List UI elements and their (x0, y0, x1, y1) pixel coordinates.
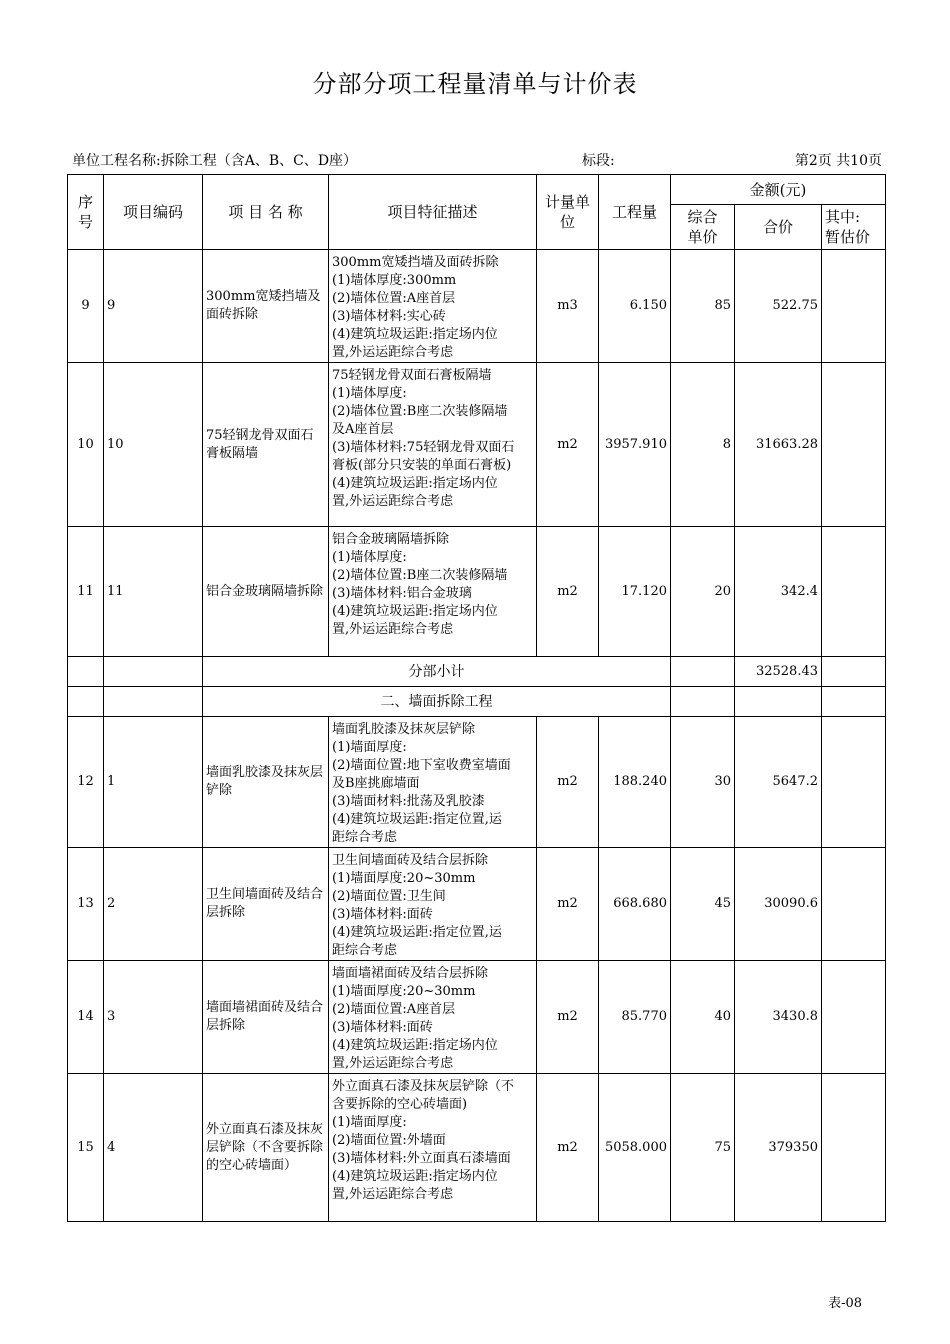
page-title: 分部分项工程量清单与计价表 (312, 70, 638, 98)
row-price: 85 (671, 250, 735, 363)
row-qty: 5058.000 (599, 1074, 671, 1222)
section-heading: 二、墙面拆除工程 (203, 687, 671, 717)
row-unit: m3 (537, 250, 599, 363)
row-provisional (822, 527, 886, 657)
row-seq: 10 (68, 363, 104, 527)
row-code: 9 (104, 250, 203, 363)
row-desc: 墙面乳胶漆及抹灰层铲除 (1)墙面厚度: (2)墙面位置:地下室收费室墙面 及B座挑廊墙面 (3)墙面材料:批荡及乳胶漆 (4)建筑垃圾运距:指定位置,运 距综合考虑 (329, 717, 537, 848)
subtotal-total: 32528.43 (735, 657, 822, 687)
col-unit-price: 综合 单价 (671, 205, 735, 250)
table-row (68, 1074, 886, 1222)
page-info: 第2页 共10页 (794, 153, 882, 169)
col-seq: 序 号 (68, 175, 104, 250)
col-name: 项 目 名 称 (203, 175, 329, 250)
row-name: 铝合金玻璃隔墙拆除 (203, 527, 329, 657)
row-total: 30090.6 (735, 848, 822, 961)
row-unit: m2 (537, 961, 599, 1074)
row-code: 11 (104, 527, 203, 657)
row-name: 墙面墙裙面砖及结合层拆除 (203, 961, 329, 1074)
row-total: 3430.8 (735, 961, 822, 1074)
row-qty: 17.120 (599, 527, 671, 657)
col-provisional: 其中: 暂估价 (822, 205, 886, 250)
row-code: 3 (104, 961, 203, 1074)
row-provisional (822, 250, 886, 363)
row-qty: 188.240 (599, 717, 671, 848)
row-code: 10 (104, 363, 203, 527)
row-desc: 外立面真石漆及抹灰层铲除（不 含要拆除的空心砖墙面) (1)墙面厚度: (2)墙面位置:外墙面 (3)墙体材料:外立面真石漆墙面 (4)建筑垃圾运距:指定场内位 置,外运运距综合考虑 (329, 1074, 537, 1222)
row-name: 卫生间墙面砖及结合层拆除 (203, 848, 329, 961)
row-total: 342.4 (735, 527, 822, 657)
row-seq: 11 (68, 527, 104, 657)
col-qty: 工程量 (599, 175, 671, 250)
subtotal-row (68, 657, 886, 687)
row-price: 40 (671, 961, 735, 1074)
row-price: 8 (671, 363, 735, 527)
row-code: 1 (104, 717, 203, 848)
col-total: 合价 (735, 205, 822, 250)
row-price: 45 (671, 848, 735, 961)
row-seq: 13 (68, 848, 104, 961)
row-name: 75轻钢龙骨双面石膏板隔墙 (203, 363, 329, 527)
subtotal-label: 分部小计 (203, 657, 671, 687)
row-total: 379350 (735, 1074, 822, 1222)
table-row (68, 717, 886, 848)
row-desc: 铝合金玻璃隔墙拆除 (1)墙体厚度: (2)墙体位置:B座二次装修隔墙 (3)墙体材料:铝合金玻璃 (4)建筑垃圾运距:指定场内位 置,外运运距综合考虑 (329, 527, 537, 657)
row-total: 31663.28 (735, 363, 822, 527)
row-price: 75 (671, 1074, 735, 1222)
section-heading-row (68, 687, 886, 717)
unit-project-name: 单位工程名称:拆除工程（含A、B、C、D座） (72, 153, 358, 169)
row-qty: 668.680 (599, 848, 671, 961)
row-name: 300mm宽矮挡墙及面砖拆除 (203, 250, 329, 363)
row-qty: 85.770 (599, 961, 671, 1074)
row-seq: 14 (68, 961, 104, 1074)
table-row (68, 250, 886, 363)
bill-of-quantities-table (67, 174, 886, 1222)
col-code: 项目编码 (104, 175, 203, 250)
row-unit: m2 (537, 363, 599, 527)
row-provisional (822, 717, 886, 848)
row-price: 20 (671, 527, 735, 657)
row-unit: m2 (537, 848, 599, 961)
form-number: 表-08 (828, 1296, 862, 1311)
row-qty: 3957.910 (599, 363, 671, 527)
row-provisional (822, 1074, 886, 1222)
row-seq: 12 (68, 717, 104, 848)
row-total: 522.75 (735, 250, 822, 363)
row-provisional (822, 848, 886, 961)
row-name: 墙面乳胶漆及抹灰层铲除 (203, 717, 329, 848)
table-row (68, 363, 886, 527)
row-name: 外立面真石漆及抹灰层铲除（不含要拆除的空心砖墙面） (203, 1074, 329, 1222)
row-provisional (822, 961, 886, 1074)
row-qty: 6.150 (599, 250, 671, 363)
row-provisional (822, 363, 886, 527)
row-unit: m2 (537, 717, 599, 848)
row-desc: 300mm宽矮挡墙及面砖拆除 (1)墙体厚度:300mm (2)墙体位置:A座首层 (3)墙体材料:实心砖 (4)建筑垃圾运距:指定场内位 置,外运运距综合考虑 (329, 250, 537, 363)
table-row (68, 961, 886, 1074)
row-code: 2 (104, 848, 203, 961)
row-desc: 卫生间墙面砖及结合层拆除 (1)墙面厚度:20~30mm (2)墙面位置:卫生间 (3)墙体材料:面砖 (4)建筑垃圾运距:指定位置,运 距综合考虑 (329, 848, 537, 961)
row-seq: 15 (68, 1074, 104, 1222)
row-price: 30 (671, 717, 735, 848)
col-amount: 金额(元) (671, 175, 886, 205)
row-total: 5647.2 (735, 717, 822, 848)
row-desc: 墙面墙裙面砖及结合层拆除 (1)墙面厚度:20~30mm (2)墙面位置:A座首层 (3)墙体材料:面砖 (4)建筑垃圾运距:指定场内位 置,外运运距综合考虑 (329, 961, 537, 1074)
col-unit: 计量单 位 (537, 175, 599, 250)
col-desc: 项目特征描述 (329, 175, 537, 250)
section-label: 标段: (582, 153, 615, 169)
row-code: 4 (104, 1074, 203, 1222)
row-seq: 9 (68, 250, 104, 363)
row-unit: m2 (537, 527, 599, 657)
row-desc: 75轻钢龙骨双面石膏板隔墙 (1)墙体厚度: (2)墙体位置:B座二次装修隔墙 及A座首层 (3)墙体材料:75轻钢龙骨双面石 膏板(部分只安装的单面石膏板) (4)建筑垃圾运距:指定场内位 置,外运运距综合考虑 (329, 363, 537, 527)
row-unit: m2 (537, 1074, 599, 1222)
table-row (68, 848, 886, 961)
table-row (68, 527, 886, 657)
